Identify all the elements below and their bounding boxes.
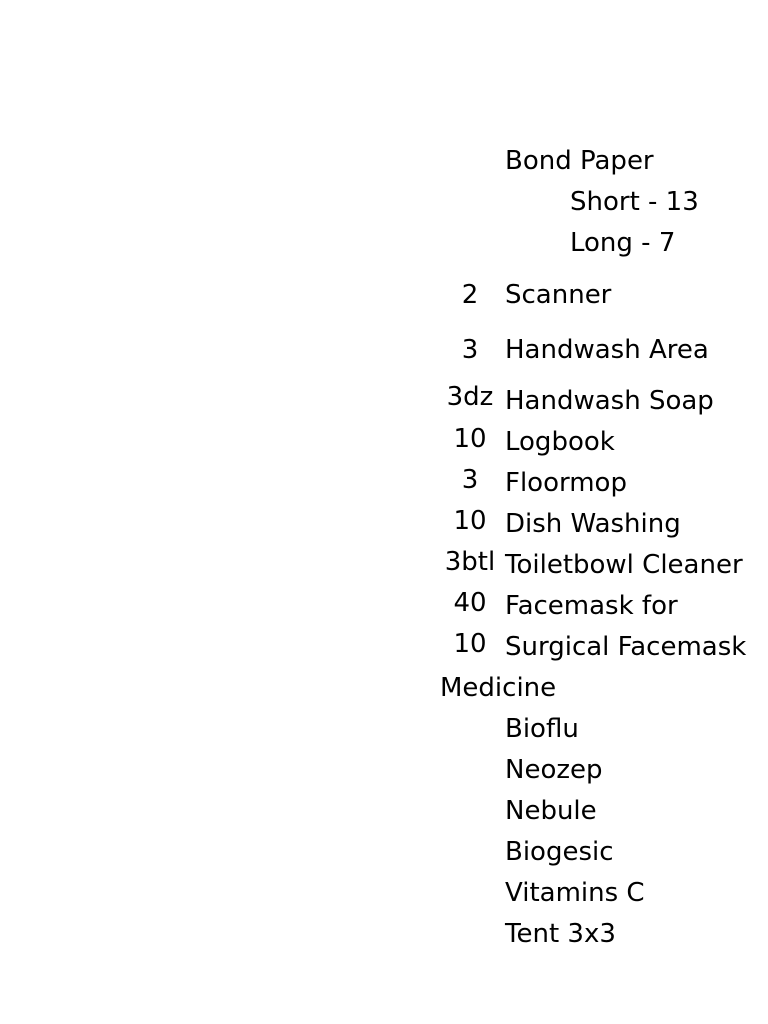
row-qty: 2: [461, 280, 479, 310]
row-item: Toiletbowl Cleaner: [505, 550, 743, 580]
medicine-item: Nebule: [505, 796, 597, 826]
medicine-item: Neozep: [505, 755, 603, 785]
row-qty: 40: [453, 588, 487, 618]
row-item: Dish Washing: [505, 509, 681, 539]
row-item: Surgical Facemask: [505, 632, 747, 662]
medicine-item: Bioflu: [505, 714, 579, 744]
row-qty: 3dz: [446, 382, 494, 412]
row-qty: 3btl: [444, 547, 496, 577]
row-item: Handwash Soap: [505, 386, 714, 416]
row-item: Floormop: [505, 468, 627, 498]
bond-paper-label: Bond Paper: [505, 146, 654, 176]
row-item: Logbook: [505, 427, 615, 457]
row-qty: 10: [453, 424, 487, 454]
row-qty: 10: [453, 506, 487, 536]
medicine-header: Medicine: [440, 673, 557, 703]
row-qty: 3: [461, 465, 479, 495]
medicine-item: Biogesic: [505, 837, 614, 867]
row-item: Handwash Area: [505, 335, 709, 365]
row-qty: 10: [453, 629, 487, 659]
row-qty: 3: [461, 335, 479, 365]
bond-paper-long: Long - 7: [570, 228, 676, 258]
row-item: Scanner: [505, 280, 612, 310]
medicine-item: Vitamins C: [505, 878, 645, 908]
row-item: Facemask for: [505, 591, 678, 621]
medicine-item: Tent 3x3: [505, 919, 616, 949]
bond-paper-short: Short - 13: [570, 187, 699, 217]
